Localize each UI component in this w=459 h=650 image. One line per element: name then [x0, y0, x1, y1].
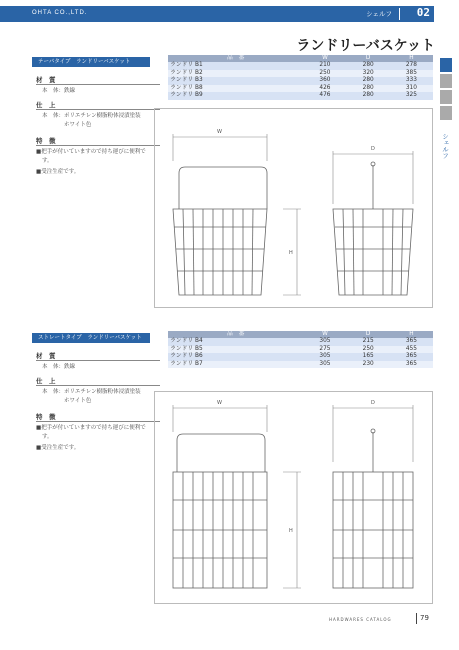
cell: 365	[390, 361, 433, 369]
cell: 385	[390, 70, 433, 78]
col-header-w: W	[303, 55, 346, 62]
finish-text: 本 体：ポリエチレン樹脂粉体浸漬塗装	[42, 389, 141, 395]
cell: 305	[303, 353, 346, 361]
header-bar	[0, 6, 434, 22]
section-number: 02	[416, 6, 430, 19]
table-row	[168, 353, 433, 361]
cell: 250	[303, 70, 346, 78]
brand-name: OHTA CO.,LTD.	[32, 10, 88, 16]
finish-heading: 仕 上	[36, 377, 56, 385]
category-label: ストレートタイプ ランドリーバスケット	[32, 333, 150, 343]
cell: 250	[347, 346, 390, 354]
divider	[36, 84, 160, 85]
feature-text: ■受注生産です。	[36, 169, 80, 175]
basket-drawing	[155, 109, 434, 309]
cell: ランドリ B2	[168, 70, 303, 78]
finish-heading: 仕 上	[36, 101, 56, 109]
page-title: ランドリーバスケット	[296, 38, 435, 54]
product-drawing-straight	[154, 391, 433, 604]
finish-text: 本 体：ポリエチレン樹脂粉体浸漬塗装	[42, 113, 141, 119]
cell: 165	[347, 353, 390, 361]
material-heading: 材 質	[36, 76, 56, 84]
material-text: 本 体：鉄線	[42, 88, 76, 94]
dim-h-label: H	[289, 250, 293, 256]
page-number-divider	[416, 613, 417, 624]
basket-drawing	[155, 392, 434, 605]
side-tab[interactable]	[440, 90, 452, 104]
divider	[36, 421, 160, 422]
header-divider	[399, 8, 400, 20]
side-tabs	[440, 58, 452, 122]
divider	[36, 109, 160, 110]
dim-d-label: D	[371, 400, 375, 406]
cell: 280	[347, 85, 390, 93]
material-heading: 材 質	[36, 352, 56, 360]
side-tab[interactable]	[440, 74, 452, 88]
finish-color: ホワイト色	[64, 398, 92, 404]
cell: 310	[390, 85, 433, 93]
cell: ランドリ B6	[168, 353, 303, 361]
cell: ランドリ B7	[168, 361, 303, 369]
cell: ランドリ B1	[168, 62, 303, 70]
dim-d-label: D	[371, 146, 375, 152]
col-header-d: D	[347, 55, 390, 62]
material-text: 本 体：鉄線	[42, 364, 76, 370]
cell: 280	[347, 62, 390, 70]
cell: 365	[390, 338, 433, 346]
cell: ランドリ B8	[168, 85, 303, 93]
feature-text: ■把手が付いていますので持ち運びに便利で	[36, 149, 146, 155]
table-row	[168, 361, 433, 369]
feature-text: す。	[42, 158, 53, 164]
col-header-d: D	[347, 331, 390, 338]
page-number: 79	[420, 614, 429, 622]
cell: 275	[303, 346, 346, 354]
cell: ランドリ B5	[168, 346, 303, 354]
col-header-h: H	[390, 331, 433, 338]
cell: 280	[347, 92, 390, 100]
product-drawing-taper	[154, 108, 433, 308]
cell: ランドリ B4	[168, 338, 303, 346]
col-header-w: W	[303, 331, 346, 338]
feature-text: ■把手が付いていますので持ち運びに便利で	[36, 425, 146, 431]
cell: 476	[303, 92, 346, 100]
cell: 360	[303, 77, 346, 85]
cell: 305	[303, 338, 346, 346]
spec-table	[168, 55, 433, 100]
section-label: シェルフ	[366, 10, 392, 18]
dim-w-label: W	[217, 400, 222, 406]
divider	[36, 360, 160, 361]
feature-text: す。	[42, 434, 53, 440]
cell: 305	[303, 361, 346, 369]
cell: 210	[303, 62, 346, 70]
table-row	[168, 85, 433, 93]
table-row	[168, 338, 433, 346]
spec-table	[168, 331, 433, 368]
feature-heading: 特 徴	[36, 137, 56, 145]
cell: 426	[303, 85, 346, 93]
cell: ランドリ B3	[168, 77, 303, 85]
table-row	[168, 346, 433, 354]
cell: 230	[347, 361, 390, 369]
col-header-code: 品 番	[168, 331, 303, 338]
feature-text: ■受注生産です。	[36, 445, 80, 451]
table-row	[168, 70, 433, 78]
cell: 215	[347, 338, 390, 346]
cell: 320	[347, 70, 390, 78]
cell: 278	[390, 62, 433, 70]
divider	[36, 385, 160, 386]
cell: 455	[390, 346, 433, 354]
table-row	[168, 92, 433, 100]
divider	[36, 145, 160, 146]
cell: 333	[390, 77, 433, 85]
catalog-label: HARDWARES CATALOG	[329, 617, 392, 622]
col-header-h: H	[390, 55, 433, 62]
table-row	[168, 62, 433, 70]
category-label: テーパタイプ ランドリーバスケット	[32, 57, 150, 67]
dim-w-label: W	[217, 129, 222, 135]
cell: 325	[390, 92, 433, 100]
col-header-code: 品 番	[168, 55, 303, 62]
cell: ランドリ B9	[168, 92, 303, 100]
table-row	[168, 77, 433, 85]
feature-heading: 特 徴	[36, 413, 56, 421]
cell: 365	[390, 353, 433, 361]
side-tab-active[interactable]	[440, 58, 452, 72]
finish-color: ホワイト色	[64, 122, 92, 128]
cell: 280	[347, 77, 390, 85]
side-tab[interactable]	[440, 106, 452, 120]
side-section-label: シェルフ	[441, 133, 449, 159]
dim-h-label: H	[289, 528, 293, 534]
